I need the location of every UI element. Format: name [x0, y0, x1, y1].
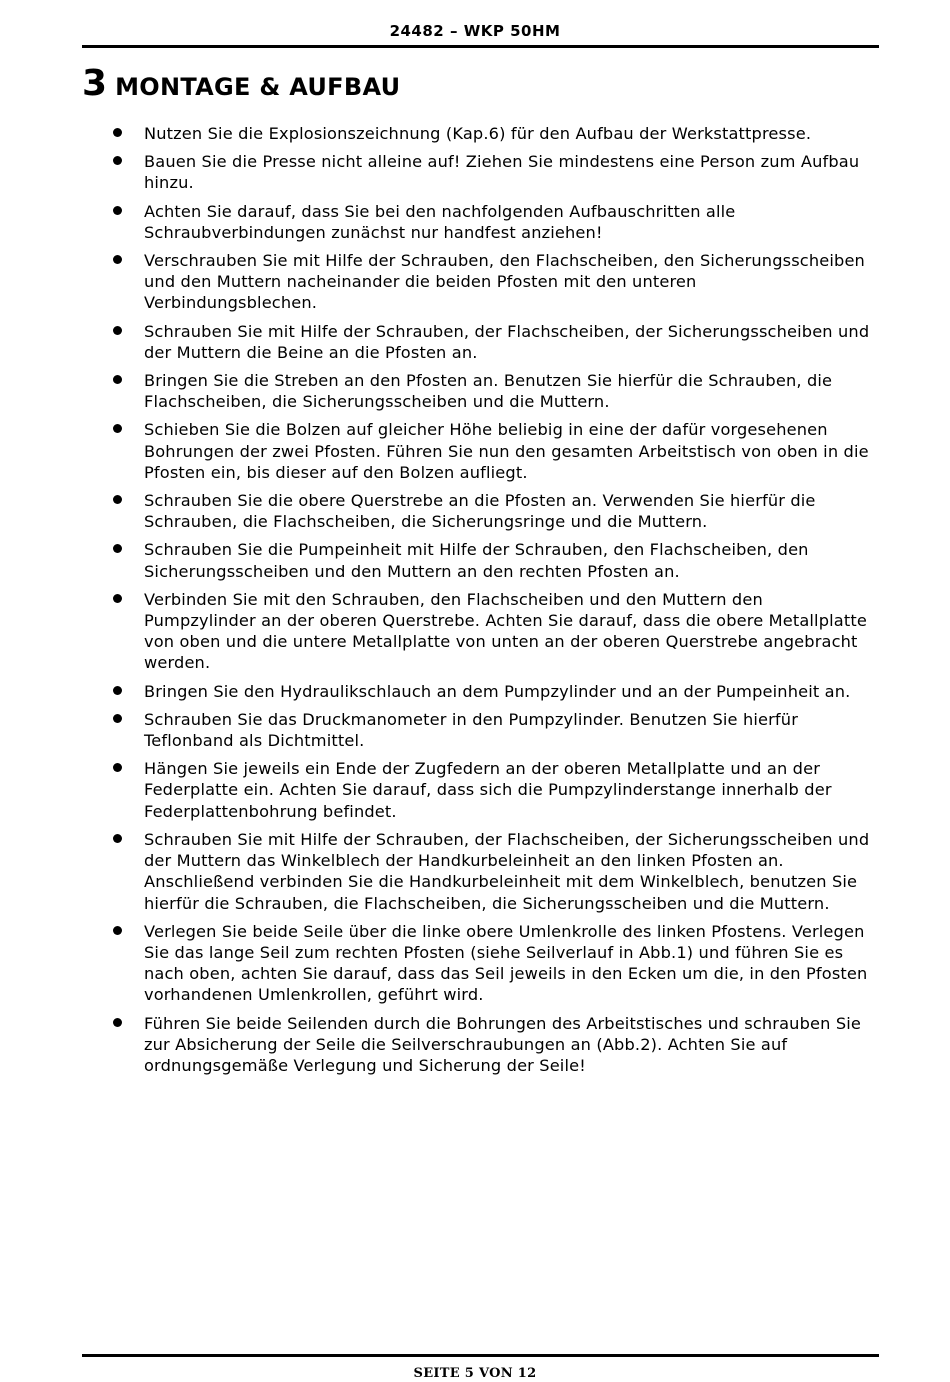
- list-item-text: Schrauben Sie das Druckmanometer in den Pumpzylinder. Benutzen Sie hierfür Teflonband als Dichtmittel.: [144, 709, 798, 751]
- bullet-icon: [113, 834, 122, 843]
- list-item-text: Schieben Sie die Bolzen auf gleicher Höhe beliebig in eine der dafür vorgesehenen Bohrungen der zwei Pfosten. Führen Sie nun den gesamten Arbeitstisch von oben in die Pfosten ein, bis dieser auf den Bolzen aufliegt.: [144, 420, 869, 482]
- list-item: [82, 151, 872, 193]
- bullet-icon: [113, 686, 122, 695]
- list-item: [82, 250, 872, 314]
- list-item: [82, 321, 872, 363]
- bullet-icon: [113, 255, 122, 264]
- list-item-text: Nutzen Sie die Explosionszeichnung (Kap.6) für den Aufbau der Werkstattpresse.: [144, 124, 812, 143]
- bullet-icon: [113, 326, 122, 335]
- list-item-text: Bauen Sie die Presse nicht alleine auf! Ziehen Sie mindestens eine Person zum Aufbau hinzu.: [144, 152, 860, 193]
- list-item: [82, 829, 872, 914]
- list-item: [82, 490, 872, 532]
- bullet-icon: [113, 206, 122, 215]
- document-header-title: 24482 – WKP 50HM: [389, 22, 561, 40]
- list-item: [82, 709, 872, 751]
- list-item-text: Führen Sie beide Seilenden durch die Bohrungen des Arbeitstisches und schrauben Sie zur Absicherung der Seile die Seilverschraubungen an (Abb.2). Achten Sie auf ordnungsgemäße Verlegung und Sicherung der Seile!: [144, 1013, 861, 1075]
- bullet-icon: [113, 128, 122, 137]
- list-item-text: Bringen Sie den Hydraulikschlauch an dem Pumpzylinder und an der Pumpeinheit an.: [144, 681, 851, 701]
- section-title: MONTAGE & AUFBAU: [115, 73, 401, 101]
- list-item-text: Schrauben Sie mit Hilfe der Schrauben, der Flachscheiben, der Sicherungsscheiben und der Muttern die Beine an die Pfosten an.: [144, 321, 870, 362]
- bullet-icon: [113, 495, 122, 504]
- bullet-icon: [113, 926, 122, 935]
- instruction-list: [82, 123, 872, 1083]
- list-item-text: Schrauben Sie mit Hilfe der Schrauben, der Flachscheiben, der Sicherungsscheiben und der Muttern das Winkelblech der Handkurbeleinheit an den linken Pfosten an. Anschließend verbinden Sie die Handkurbeleinheit mit dem Winkelblech, benutzen Sie hierfür die Schrauben, die Flachscheiben, die Sicherungsscheiben und die Muttern.: [144, 829, 870, 913]
- list-item-text: Verbinden Sie mit den Schrauben, den Flachscheiben und den Muttern den Pumpzylinder an der oberen Querstrebe. Achten Sie darauf, dass die obere Metallplatte von oben und die untere Metallplatte von unten an der oberen Querstrebe angebracht werden.: [144, 589, 867, 673]
- list-item-text: Bringen Sie die Streben an den Pfosten an. Benutzen Sie hierfür die Schrauben, die Flachscheiben, die Sicherungsscheiben und die Muttern.: [144, 371, 833, 412]
- bullet-icon: [113, 424, 122, 433]
- bullet-icon: [113, 763, 122, 772]
- list-item: [82, 419, 872, 483]
- list-item: [82, 1013, 872, 1077]
- list-item-text: Verschrauben Sie mit Hilfe der Schrauben, den Flachscheiben, den Sicherungsscheiben und den Muttern nacheinander die beiden Pfosten mit den unteren Verbindungsblechen.: [144, 251, 865, 313]
- list-item: [82, 123, 872, 144]
- bullet-icon: [113, 156, 122, 165]
- list-item: [82, 758, 872, 822]
- bullet-icon: [113, 714, 122, 723]
- list-item: [82, 370, 872, 412]
- section-number: 3: [82, 63, 108, 104]
- list-item: [82, 201, 872, 243]
- section-heading: [82, 64, 400, 110]
- bullet-icon: [113, 375, 122, 384]
- list-item-text: Hängen Sie jeweils ein Ende der Zugfedern an der oberen Metallplatte und an der Federplatte ein. Achten Sie darauf, dass sich die Pumpzylinderstange innerhalb der Federplattenbohrung befindet.: [144, 759, 832, 821]
- footer-divider: [82, 1354, 879, 1357]
- bullet-icon: [113, 594, 122, 603]
- bullet-icon: [113, 544, 122, 553]
- list-item-text: Achten Sie darauf, dass Sie bei den nachfolgenden Aufbauschritten alle Schraubverbindungen zunächst nur handfest anziehen!: [144, 201, 736, 242]
- header-divider: [82, 45, 879, 48]
- list-item: [82, 589, 872, 674]
- bullet-icon: [113, 1018, 122, 1027]
- list-item-text: Verlegen Sie beide Seile über die linke obere Umlenkrolle des linken Pfostens. Verlegen Sie das lange Seil zum rechten Pfosten (siehe Seilverlauf in Abb.1) und führen Sie es nach oben, achten Sie darauf, dass das Seil jeweils in den Ecken um die, in den Pfosten vorhandenen Umlenkrollen, geführt wird.: [144, 921, 868, 1005]
- list-item: [82, 539, 872, 581]
- list-item: [82, 921, 872, 1006]
- list-item: [82, 681, 872, 702]
- list-item-text: Schrauben Sie die Pumpeinheit mit Hilfe der Schrauben, den Flachscheiben, den Sicherungsscheiben und den Muttern an den rechten Pfosten an.: [144, 540, 809, 581]
- list-item-text: Schrauben Sie die obere Querstrebe an die Pfosten an. Verwenden Sie hierfür die Schrauben, die Flachscheiben, die Sicherungsringe und die Muttern.: [144, 491, 816, 532]
- page-number: SEITE 5 VON 12: [413, 1366, 537, 1381]
